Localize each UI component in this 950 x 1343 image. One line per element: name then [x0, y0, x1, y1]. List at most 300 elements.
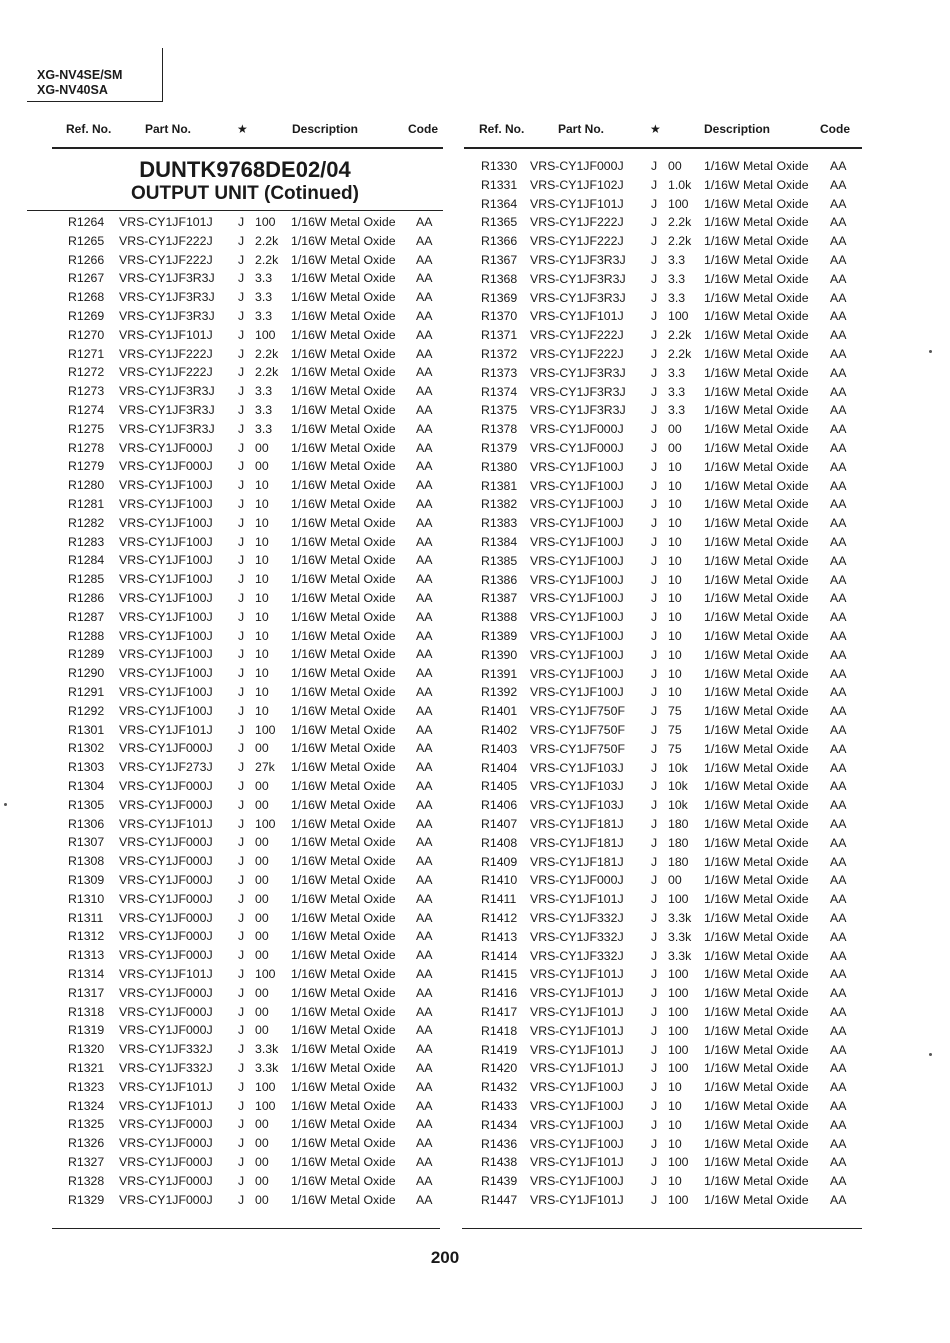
cell-value: 10: [255, 515, 269, 530]
cell-value: 10: [255, 534, 269, 549]
cell-value: 10: [668, 553, 682, 568]
cell-value: 10: [255, 666, 269, 681]
cell-code: AA: [416, 403, 433, 417]
cell-value: 100: [668, 196, 689, 211]
table-row: [0, 477, 847, 496]
cell-ref-no: R1288: [68, 628, 105, 643]
cell-part-no: VRS-CY1JF222J: [530, 347, 624, 361]
cell-part-no: VRS-CY1JF000J: [119, 835, 213, 850]
cell-ref-no: R1420: [481, 1061, 518, 1076]
cell-ref-no: R1317: [68, 985, 105, 1000]
cell-rank: J: [238, 854, 245, 869]
model-number-1: XG-NV4SE/SM: [37, 68, 123, 82]
cell-description: 1/16W Metal Oxide: [291, 1173, 396, 1188]
cell-code: AA: [830, 723, 847, 737]
cell-ref-no: R1318: [68, 1004, 105, 1019]
cell-code: AA: [830, 553, 847, 568]
cell-rank: J: [238, 910, 245, 925]
cell-part-no: VRS-CY1JF000J: [119, 440, 213, 455]
cell-code: AA: [416, 1192, 433, 1207]
cell-value: 10: [668, 1099, 682, 1113]
cell-description: 1/16W Metal Oxide: [291, 497, 396, 511]
cell-part-no: VRS-CY1JF101J: [530, 892, 624, 907]
cell-part-no: VRS-CY1JF101J: [119, 967, 213, 981]
cell-rank: J: [238, 1004, 245, 1019]
cell-description: 1/16W Metal Oxide: [704, 516, 809, 531]
cell-ref-no: R1414: [481, 948, 518, 963]
cell-ref-no: R1268: [68, 290, 105, 305]
cell-description: 1/16W Metal Oxide: [704, 741, 809, 756]
cell-code: AA: [416, 797, 433, 812]
cell-description: 1/16W Metal Oxide: [291, 534, 396, 549]
cell-rank: J: [238, 1155, 245, 1169]
table-row: [0, 270, 847, 289]
cell-rank: J: [238, 967, 245, 981]
cell-code: AA: [830, 1042, 847, 1057]
cell-rank: J: [238, 1098, 245, 1113]
cell-part-no: VRS-CY1JF101J: [119, 1098, 213, 1113]
cell-value: 3.3: [668, 403, 686, 418]
cell-ref-no: R1282: [68, 515, 105, 530]
cell-code: AA: [416, 365, 433, 380]
cell-part-no: VRS-CY1JF100J: [119, 572, 213, 587]
cell-rank: J: [238, 797, 245, 812]
header-rule-right: [464, 147, 862, 149]
cell-part-no: VRS-CY1JF101J: [119, 327, 213, 342]
cell-value: 00: [255, 741, 269, 756]
col-header-ref-left: Ref. No.: [66, 122, 112, 136]
cell-value: 10: [668, 647, 682, 662]
table-row: [0, 853, 847, 872]
cell-part-no: VRS-CY1JF3R3J: [119, 271, 215, 286]
cell-rank: J: [238, 1061, 245, 1075]
cell-ref-no: R1330: [481, 159, 518, 173]
cell-part-no: VRS-CY1JF000J: [119, 891, 213, 906]
cell-description: 1/16W Metal Oxide: [291, 628, 396, 643]
cell-code: AA: [416, 1042, 433, 1057]
cell-description: 1/16W Metal Oxide: [291, 666, 396, 681]
col-header-part-right: Part No.: [558, 122, 605, 136]
cell-rank: J: [651, 422, 658, 437]
cell-description: 1/16W Metal Oxide: [291, 1004, 396, 1019]
cell-rank: J: [651, 215, 658, 230]
cell-value: 10: [255, 628, 269, 643]
cell-description: 1/16W Metal Oxide: [704, 986, 809, 1001]
cell-part-no: VRS-CY1JF000J: [119, 985, 213, 1000]
cell-rank: J: [238, 271, 245, 286]
cell-part-no: VRS-CY1JF100J: [530, 572, 624, 587]
cell-rank: J: [238, 290, 245, 305]
cell-ref-no: R1290: [68, 666, 105, 681]
cell-part-no: VRS-CY1JF101J: [530, 986, 624, 1001]
cell-part-no: VRS-CY1JF222J: [119, 252, 213, 267]
cell-rank: J: [651, 911, 658, 925]
cell-code: AA: [416, 685, 433, 699]
cell-value: 00: [255, 891, 269, 906]
cell-description: 1/16W Metal Oxide: [704, 929, 809, 944]
cell-ref-no: R1306: [68, 816, 105, 831]
cell-value: 3.3k: [255, 1061, 279, 1075]
cell-part-no: VRS-CY1JF181J: [530, 835, 624, 850]
cell-ref-no: R1328: [68, 1173, 105, 1188]
cell-part-no: VRS-CY1JF100J: [530, 666, 624, 681]
cell-rank: J: [651, 478, 658, 493]
cell-code: AA: [830, 403, 847, 418]
cell-value: 10: [255, 685, 269, 699]
cell-description: 1/16W Metal Oxide: [704, 290, 809, 305]
cell-part-no: VRS-CY1JF181J: [530, 854, 624, 869]
cell-part-no: VRS-CY1JF100J: [530, 647, 624, 662]
cell-value: 00: [255, 1155, 269, 1169]
scan-mark: [929, 350, 932, 353]
cell-part-no: VRS-CY1JF100J: [530, 685, 624, 700]
cell-rank: J: [238, 327, 245, 342]
cell-value: 10k: [668, 779, 688, 794]
cell-ref-no: R1269: [68, 309, 105, 323]
table-row: [0, 533, 847, 552]
cell-ref-no: R1401: [481, 704, 518, 719]
cell-value: 10: [668, 478, 682, 493]
col-header-part-left: Part No.: [145, 122, 192, 136]
cell-code: AA: [416, 233, 433, 248]
cell-ref-no: R1380: [481, 459, 518, 474]
table-row: [0, 702, 847, 721]
cell-ref-no: R1272: [68, 365, 105, 380]
cell-part-no: VRS-CY1JF3R3J: [119, 403, 215, 417]
cell-value: 2.2k: [668, 347, 692, 361]
table-row: [0, 307, 847, 326]
cell-description: 1/16W Metal Oxide: [291, 647, 396, 662]
cell-code: AA: [830, 798, 847, 813]
table-row: [0, 1059, 847, 1078]
cell-ref-no: R1307: [68, 835, 105, 850]
cell-part-no: VRS-CY1JF100J: [530, 459, 624, 474]
cell-description: 1/16W Metal Oxide: [704, 1005, 809, 1019]
cell-value: 3.3k: [668, 929, 692, 944]
cell-description: 1/16W Metal Oxide: [704, 647, 809, 662]
cell-description: 1/16W Metal Oxide: [704, 365, 809, 380]
cell-code: AA: [830, 234, 847, 249]
cell-value: 00: [255, 948, 269, 963]
cell-rank: J: [238, 478, 245, 493]
cell-rank: J: [238, 365, 245, 380]
cell-description: 1/16W Metal Oxide: [291, 572, 396, 587]
cell-ref-no: R1409: [481, 854, 518, 869]
cell-description: 1/16W Metal Oxide: [291, 215, 396, 229]
cell-ref-no: R1302: [68, 741, 105, 756]
cell-code: AA: [830, 873, 847, 888]
cell-ref-no: R1264: [68, 215, 105, 229]
cell-ref-no: R1320: [68, 1042, 105, 1057]
cell-part-no: VRS-CY1JF100J: [119, 553, 213, 568]
cell-part-no: VRS-CY1JF100J: [530, 591, 624, 606]
cell-value: 3.3: [255, 309, 273, 323]
cell-ref-no: R1382: [481, 497, 518, 512]
cell-code: AA: [416, 910, 433, 925]
cell-rank: J: [238, 252, 245, 267]
header-rule-left: [52, 147, 443, 149]
section-title: DUNTK9768DE02/04: [139, 157, 351, 182]
cell-ref-no: R1292: [68, 703, 105, 718]
cell-rank: J: [651, 685, 658, 700]
cell-part-no: VRS-CY1JF100J: [119, 666, 213, 681]
cell-part-no: VRS-CY1JF100J: [119, 478, 213, 493]
table-row: [0, 1078, 847, 1097]
cell-value: 00: [668, 159, 682, 173]
header-vertical-rule: [162, 48, 163, 101]
cell-rank: J: [238, 741, 245, 756]
cell-part-no: VRS-CY1JF100J: [530, 478, 624, 493]
cell-description: 1/16W Metal Oxide: [704, 347, 809, 361]
col-header-desc-left: Description: [292, 122, 359, 136]
cell-value: 100: [668, 309, 689, 324]
table-row: [0, 740, 847, 759]
cell-rank: J: [238, 628, 245, 643]
table-row: [0, 195, 847, 214]
cell-rank: J: [238, 647, 245, 662]
cell-rank: J: [651, 1080, 658, 1095]
cell-description: 1/16W Metal Oxide: [291, 1136, 396, 1151]
cell-value: 3.3: [668, 271, 686, 286]
table-row: [0, 289, 847, 308]
cell-value: 100: [255, 967, 276, 981]
cell-part-no: VRS-CY1JF100J: [119, 609, 213, 624]
cell-code: AA: [830, 1080, 847, 1095]
cell-part-no: VRS-CY1JF332J: [530, 911, 624, 925]
cell-description: 1/16W Metal Oxide: [291, 816, 396, 831]
cell-part-no: VRS-CY1JF332J: [119, 1042, 213, 1057]
cell-ref-no: R1447: [481, 1193, 518, 1207]
scan-mark: [929, 1053, 932, 1056]
cell-ref-no: R1407: [481, 817, 518, 831]
cell-code: AA: [830, 478, 847, 493]
cell-rank: J: [651, 798, 658, 813]
cell-ref-no: R1365: [481, 215, 518, 230]
table-row: [0, 834, 847, 853]
cell-value: 100: [255, 215, 276, 229]
cell-ref-no: R1309: [68, 873, 105, 887]
cell-code: AA: [830, 741, 847, 756]
cell-value: 10: [668, 572, 682, 587]
table-row: [0, 345, 847, 364]
cell-ref-no: R1404: [481, 760, 518, 775]
cell-code: AA: [830, 159, 847, 173]
cell-code: AA: [830, 610, 847, 625]
cell-code: AA: [830, 835, 847, 850]
cell-code: AA: [830, 365, 847, 380]
cell-ref-no: R1439: [481, 1174, 518, 1189]
table-row: [0, 364, 847, 383]
cell-code: AA: [830, 948, 847, 963]
cell-ref-no: R1304: [68, 779, 105, 793]
cell-part-no: VRS-CY1JF000J: [119, 1173, 213, 1188]
cell-value: 10: [668, 685, 682, 700]
cell-value: 00: [255, 779, 269, 793]
table-row: [0, 213, 847, 232]
cell-ref-no: R1271: [68, 346, 105, 361]
cell-rank: J: [238, 384, 245, 399]
cell-description: 1/16W Metal Oxide: [291, 1098, 396, 1113]
cell-code: AA: [830, 1005, 847, 1019]
cell-code: AA: [830, 647, 847, 662]
cell-value: 10: [668, 610, 682, 625]
cell-rank: J: [651, 384, 658, 399]
cell-part-no: VRS-CY1JF101J: [530, 1155, 624, 1170]
cell-ref-no: R1385: [481, 553, 518, 568]
cell-value: 2.2k: [255, 252, 279, 267]
cell-value: 10: [668, 1117, 682, 1132]
cell-code: AA: [416, 346, 433, 361]
cell-ref-no: R1308: [68, 854, 105, 869]
cell-ref-no: R1310: [68, 891, 105, 906]
cell-ref-no: R1389: [481, 629, 518, 643]
cell-part-no: VRS-CY1JF750F: [530, 741, 625, 756]
cell-rank: J: [651, 196, 658, 211]
cell-description: 1/16W Metal Oxide: [704, 1061, 809, 1076]
cell-code: AA: [830, 854, 847, 869]
cell-code: AA: [416, 666, 433, 681]
cell-description: 1/16W Metal Oxide: [704, 271, 809, 286]
cell-part-no: VRS-CY1JF000J: [530, 873, 624, 888]
cell-rank: J: [238, 1023, 245, 1038]
cell-description: 1/16W Metal Oxide: [704, 1117, 809, 1132]
table-row: [0, 589, 847, 608]
cell-part-no: VRS-CY1JF3R3J: [530, 384, 626, 399]
cell-description: 1/16W Metal Oxide: [291, 478, 396, 493]
cell-description: 1/16W Metal Oxide: [704, 610, 809, 625]
cell-part-no: VRS-CY1JF222J: [119, 233, 213, 248]
cell-part-no: VRS-CY1JF000J: [119, 929, 213, 944]
scan-mark: [4, 803, 7, 806]
cell-description: 1/16W Metal Oxide: [704, 1155, 809, 1170]
cell-ref-no: R1392: [481, 685, 518, 700]
cell-description: 1/16W Metal Oxide: [291, 873, 396, 887]
cell-ref-no: R1267: [68, 271, 105, 286]
cell-description: 1/16W Metal Oxide: [291, 515, 396, 530]
cell-code: AA: [830, 253, 847, 267]
cell-description: 1/16W Metal Oxide: [291, 1042, 396, 1057]
cell-description: 1/16W Metal Oxide: [291, 252, 396, 267]
cell-value: 75: [668, 704, 682, 719]
cell-rank: J: [651, 779, 658, 794]
cell-value: 10: [255, 572, 269, 587]
cell-ref-no: R1403: [481, 741, 518, 756]
cell-ref-no: R1301: [68, 722, 105, 737]
cell-value: 00: [255, 854, 269, 869]
cell-value: 100: [255, 722, 276, 737]
table-row: [0, 157, 847, 176]
cell-rank: J: [238, 891, 245, 906]
cell-part-no: VRS-CY1JF101J: [530, 967, 624, 982]
cell-ref-no: R1291: [68, 685, 105, 699]
cell-value: 10: [255, 591, 269, 605]
cell-part-no: VRS-CY1JF101J: [530, 1193, 624, 1207]
cell-code: AA: [416, 948, 433, 963]
cell-description: 1/16W Metal Oxide: [291, 1023, 396, 1038]
table-row: [0, 871, 847, 890]
cell-part-no: VRS-CY1JF101J: [119, 722, 213, 737]
cell-part-no: VRS-CY1JF101J: [530, 1023, 624, 1038]
cell-rank: J: [651, 271, 658, 286]
cell-value: 10: [668, 497, 682, 512]
col-header-code-left: Code: [408, 122, 438, 136]
cell-code: AA: [416, 647, 433, 662]
cell-code: AA: [830, 196, 847, 211]
cell-ref-no: R1379: [481, 441, 518, 455]
cell-description: 1/16W Metal Oxide: [291, 797, 396, 812]
cell-part-no: VRS-CY1JF222J: [530, 234, 624, 249]
cell-rank: J: [238, 703, 245, 718]
cell-rank: J: [651, 309, 658, 324]
cell-value: 10: [668, 459, 682, 474]
cell-part-no: VRS-CY1JF750F: [530, 723, 625, 737]
cell-description: 1/16W Metal Oxide: [704, 1042, 809, 1057]
cell-description: 1/16W Metal Oxide: [291, 327, 396, 342]
cell-value: 3.3: [668, 253, 686, 267]
cell-rank: J: [651, 986, 658, 1001]
cell-ref-no: R1369: [481, 290, 518, 305]
cell-part-no: VRS-CY1JF100J: [119, 685, 213, 699]
cell-rank: J: [651, 403, 658, 418]
cell-value: 3.3k: [668, 948, 692, 963]
cell-code: AA: [830, 779, 847, 794]
cell-value: 2.2k: [668, 215, 692, 230]
cell-ref-no: R1266: [68, 252, 105, 267]
cell-description: 1/16W Metal Oxide: [704, 1023, 809, 1038]
cell-code: AA: [416, 553, 433, 568]
cell-part-no: VRS-CY1JF101J: [530, 1042, 624, 1057]
cell-code: AA: [830, 666, 847, 681]
cell-description: 1/16W Metal Oxide: [291, 384, 396, 399]
cell-part-no: VRS-CY1JF222J: [119, 365, 213, 380]
cell-ref-no: R1311: [68, 910, 104, 925]
cell-part-no: VRS-CY1JF100J: [530, 516, 624, 531]
cell-code: AA: [416, 1061, 433, 1075]
cell-ref-no: R1436: [481, 1136, 518, 1151]
cell-part-no: VRS-CY1JF000J: [530, 422, 624, 437]
cell-description: 1/16W Metal Oxide: [704, 553, 809, 568]
table-row: [0, 627, 847, 646]
cell-ref-no: R1391: [481, 666, 518, 681]
table-row: [0, 608, 847, 627]
cell-code: AA: [416, 459, 433, 474]
cell-rank: J: [651, 948, 658, 963]
cell-description: 1/16W Metal Oxide: [291, 741, 396, 756]
cell-description: 1/16W Metal Oxide: [291, 985, 396, 1000]
cell-value: 00: [668, 873, 682, 888]
cell-rank: J: [238, 1079, 245, 1094]
cell-code: AA: [830, 685, 847, 700]
cell-value: 3.3: [668, 290, 686, 305]
cell-description: 1/16W Metal Oxide: [291, 967, 396, 981]
cell-ref-no: R1375: [481, 403, 518, 418]
cell-rank: J: [238, 985, 245, 1000]
cell-rank: J: [238, 948, 245, 963]
cell-value: 00: [255, 929, 269, 944]
cell-ref-no: R1284: [68, 553, 105, 568]
cell-code: AA: [416, 572, 433, 587]
star-icon: ★: [237, 122, 248, 136]
cell-description: 1/16W Metal Oxide: [291, 1117, 396, 1132]
cell-value: 180: [668, 817, 689, 831]
cell-ref-no: R1303: [68, 760, 105, 775]
table-row: [0, 646, 847, 665]
cell-part-no: VRS-CY1JF000J: [119, 797, 213, 812]
table-row: [0, 1116, 847, 1135]
cell-value: 2.2k: [255, 346, 279, 361]
cell-ref-no: R1413: [481, 929, 518, 944]
cell-rank: J: [238, 835, 245, 850]
